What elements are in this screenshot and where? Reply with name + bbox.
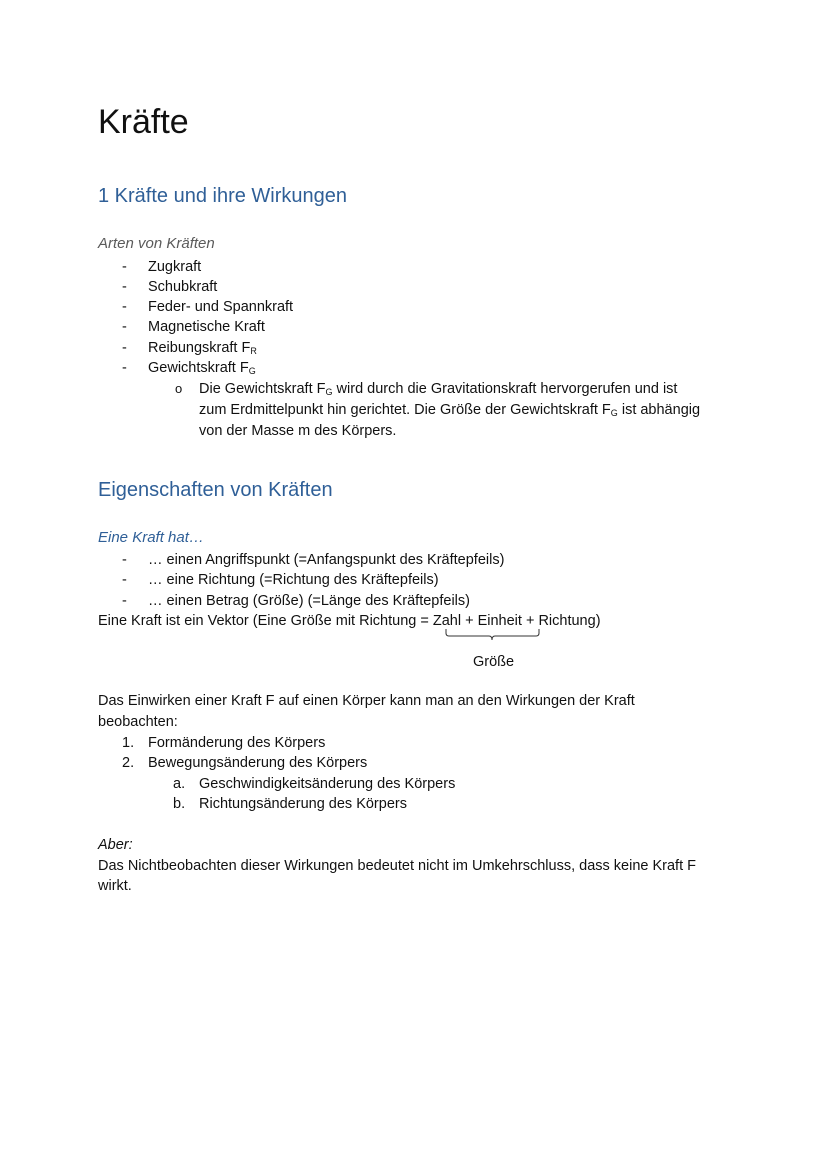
subheading-types-of-forces: Arten von Kräften: [98, 235, 215, 252]
subheading-a-force-has: Eine Kraft hat…: [98, 529, 204, 546]
effects-intro-line: Das Einwirken einer Kraft F auf einen Körper kann man an den Wirkungen der Kraft: [98, 693, 635, 709]
nested-note-line: zum Erdmittelpunkt hin gerichtet. Die Größe der Gewichtskraft $F_G$ ist abhängig: [199, 402, 701, 418]
document-page: Kräfte 1 Kräfte und ihre Wirkungen Arten von Kräften - Zugkraft - Schubkraft - Feder- und Spannkraft - Magnetische Kraft - Reibungskraft $F_R$ - Gewichtskraft $F_G$ o Die Gewichtskraft $F_G$ wird durch die Gravitationskraft hervorgerufen und ist zum Erdmittelpunkt hin gerichtet. Die Größe der Gewichtskraft $F_G$ ist abhängig von der Masse m des Körpers. Eigenschaften von Kräften Eine Kraft hat… - … einen Angriffspunkt (=Anfangspunkt des Kräftepfeils) - … eine Richtung (=Richtung des Kräftepfeils) - … einen Betrag (Größe) (=Länge des Kräftepfeils) Eine Kraft ist ein Vektor (Eine Größe mit Richtung = Zahl + Einheit + Richtung) Größe Das Einwirken einer Kraft F auf einen Körper kann man an den Wirkungen der Kraft beobachten: 1. Formänderung des Körpers 2. Bewegungsänderung des Körpers a. Geschwindigkeitsänderung des Körpers b. Richtungsänderung des Körpers Aber: Das Nichtbeobachten dieser Wirkungen bedeutet nicht im Umkehrschluss, dass keine Kraft F wirkt.: [98, 103, 701, 894]
section-heading-properties: Eigenschaften von Kräften: [98, 479, 333, 501]
conclusion-line: Das Nichtbeobachten dieser Wirkungen bedeutet nicht im Umkehrschluss, dass keine Kraft F: [98, 858, 697, 874]
page-title: Kräfte: [98, 103, 189, 141]
vector-sentence: Eine Kraft ist ein Vektor (Eine Größe mit Richtung = Zahl + Einheit + Richtung): [98, 613, 601, 629]
brace-label: Größe: [473, 654, 515, 670]
nested-note-line: von der Masse m des Körpers.: [199, 423, 397, 439]
conclusion-line: wirkt.: [98, 878, 132, 894]
effects-intro-line: beobachten:: [98, 714, 178, 730]
underbrace: [445, 628, 541, 642]
but-label: Aber:: [98, 837, 133, 853]
section-heading-forces-effects: 1 Kräfte und ihre Wirkungen: [98, 185, 348, 207]
